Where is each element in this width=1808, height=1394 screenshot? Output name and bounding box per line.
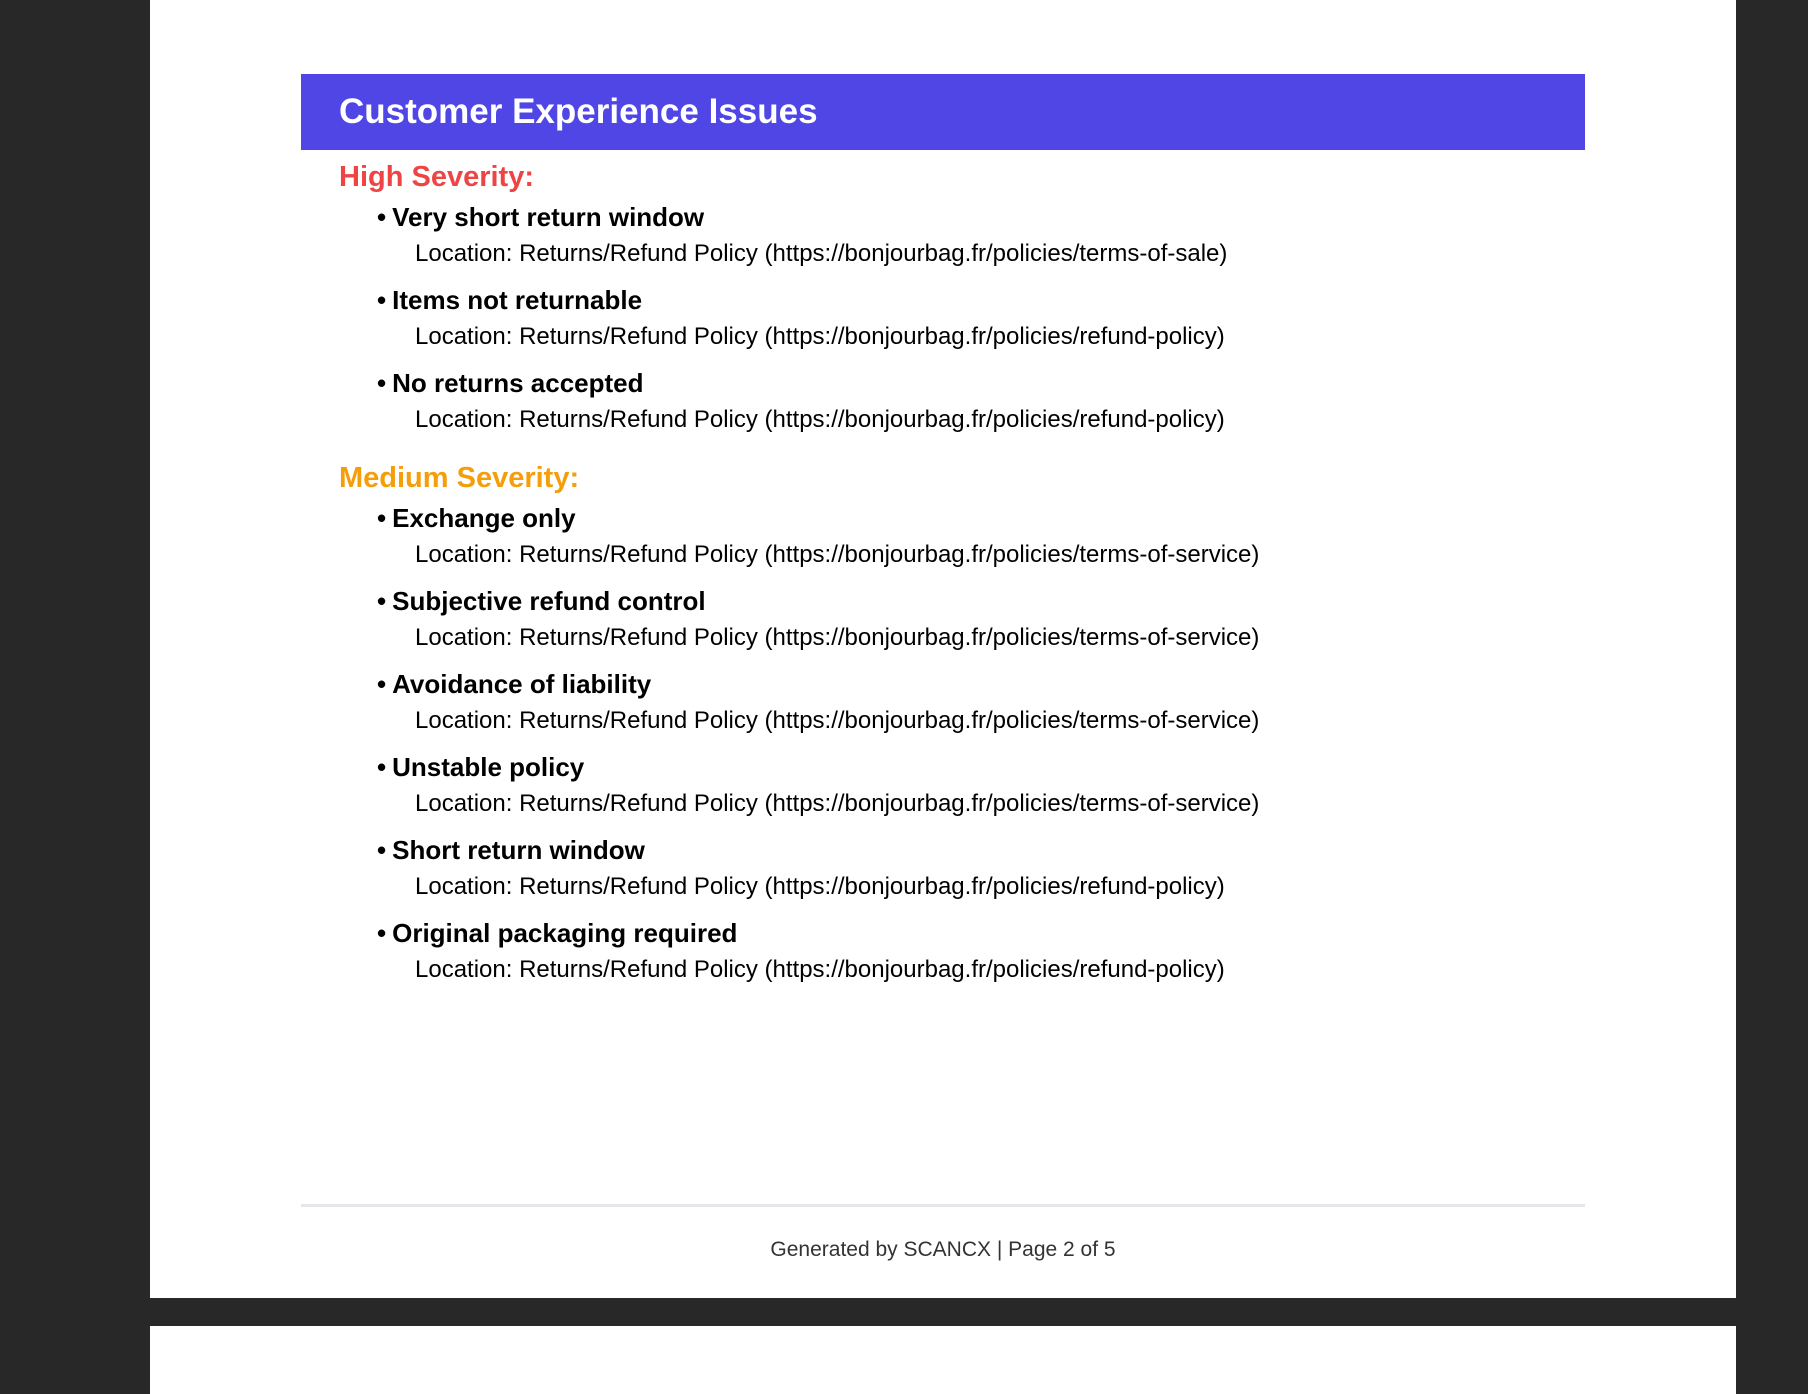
issue-item xyxy=(377,752,1579,819)
issue-item xyxy=(377,586,1579,653)
issue-item xyxy=(377,202,1579,269)
issue-location: Location: Returns/Refund Policy (https://bonjourbag.fr/policies/terms-of-service) xyxy=(415,707,1260,734)
bullet-icon: • xyxy=(377,285,387,315)
severity-group-high xyxy=(339,160,1579,435)
issue-title: Avoidance of liability xyxy=(392,669,652,699)
section-title: Customer Experience Issues xyxy=(339,92,818,131)
issue-item xyxy=(377,918,1579,985)
issue-list-high xyxy=(339,202,1579,435)
footer-divider xyxy=(301,1204,1585,1207)
document-page xyxy=(150,0,1736,1298)
bullet-icon: • xyxy=(377,918,387,948)
bullet-icon: • xyxy=(377,752,387,782)
issue-location: Location: Returns/Refund Policy (https://bonjourbag.fr/policies/terms-of-service) xyxy=(415,541,1260,568)
issue-title: Subjective refund control xyxy=(392,586,706,616)
issue-item xyxy=(377,669,1579,736)
issues-content xyxy=(339,150,1579,993)
issue-location: Location: Returns/Refund Policy (https://bonjourbag.fr/policies/refund-policy) xyxy=(415,873,1225,900)
severity-label-medium: Medium Severity: xyxy=(339,462,580,494)
bullet-icon: • xyxy=(377,835,387,865)
issue-item xyxy=(377,835,1579,902)
section-header xyxy=(301,74,1585,150)
issue-title: Items not returnable xyxy=(392,285,643,315)
issue-item xyxy=(377,285,1579,352)
issue-title: No returns accepted xyxy=(392,368,644,398)
bullet-icon: • xyxy=(377,669,387,699)
bullet-icon: • xyxy=(377,368,387,398)
severity-group-medium xyxy=(339,461,1579,985)
bullet-icon: • xyxy=(377,503,387,533)
bullet-icon: • xyxy=(377,202,387,232)
issue-item xyxy=(377,503,1579,570)
issue-location: Location: Returns/Refund Policy (https://bonjourbag.fr/policies/refund-policy) xyxy=(415,406,1225,433)
issue-title: Exchange only xyxy=(392,503,576,533)
issue-location: Location: Returns/Refund Policy (https://bonjourbag.fr/policies/refund-policy) xyxy=(415,323,1225,350)
page-footer: Generated by SCANCX | Page 2 of 5 xyxy=(770,1238,1116,1261)
next-document-page xyxy=(150,1326,1736,1394)
issue-location: Location: Returns/Refund Policy (https://bonjourbag.fr/policies/refund-policy) xyxy=(415,956,1225,983)
issue-title: Short return window xyxy=(392,835,645,865)
issue-item xyxy=(377,368,1579,435)
issue-title: Original packaging required xyxy=(392,918,738,948)
issue-location: Location: Returns/Refund Policy (https://bonjourbag.fr/policies/terms-of-service) xyxy=(415,624,1260,651)
bullet-icon: • xyxy=(377,586,387,616)
issue-title: Very short return window xyxy=(392,202,705,232)
issue-location: Location: Returns/Refund Policy (https://bonjourbag.fr/policies/terms-of-sale) xyxy=(415,240,1228,267)
issue-title: Unstable policy xyxy=(392,752,585,782)
issue-list-medium xyxy=(339,503,1579,985)
issue-location: Location: Returns/Refund Policy (https://bonjourbag.fr/policies/terms-of-service) xyxy=(415,790,1260,817)
severity-label-high: High Severity: xyxy=(339,161,534,193)
